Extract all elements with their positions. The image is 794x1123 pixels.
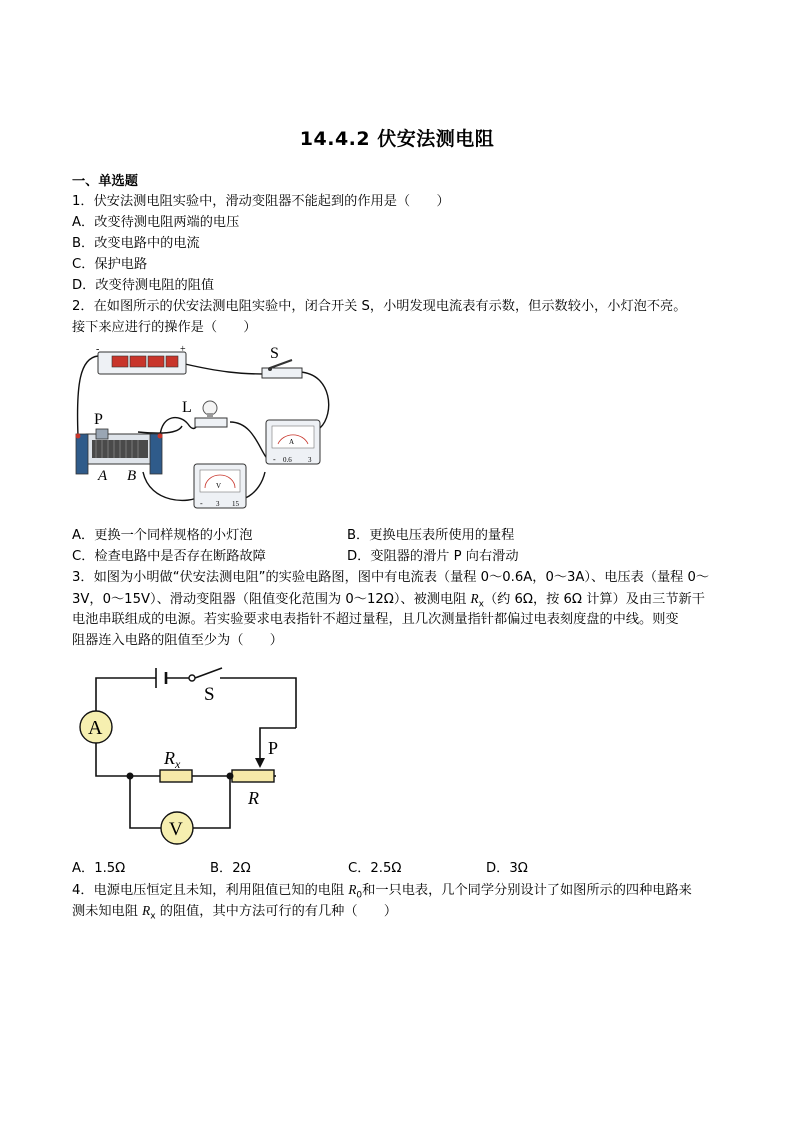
- q3-switch-label: S: [204, 684, 215, 705]
- ammeter-letter: A: [289, 438, 295, 446]
- q3-stem-line3: 电池串联组成的电源。若实验要求电表指针不超过量程，且几次测量指针都偏过电表刻度盘的中线。则变: [72, 612, 679, 627]
- q3-option-d: D．3Ω: [486, 861, 528, 876]
- q3-stem-line2-b: （约 6Ω，按 6Ω 计算）及由三节新干: [483, 592, 705, 607]
- q2-option-a: A．更换一个同样规格的小灯泡: [72, 528, 253, 543]
- voltmeter-tick-15: 15: [232, 500, 239, 508]
- q3-slider-label: P: [268, 738, 279, 758]
- terminal-b-label: B: [127, 468, 137, 484]
- ammeter-tick-minus: -: [273, 455, 276, 464]
- q4-stem-line2-b: 的阻值，其中方法可行的有几种（ ）: [155, 904, 398, 919]
- q3-rx-sub: x: [478, 599, 484, 610]
- q3-rx-symbol: R: [470, 591, 479, 606]
- terminal-a-label: A: [98, 468, 108, 484]
- q3-option-c: C．2.5Ω: [348, 861, 402, 876]
- voltmeter-tick-3: 3: [216, 500, 220, 508]
- q1-stem: 1．伏安法测电阻实验中，滑动变阻器不能起到的作用是（ ）: [72, 194, 450, 209]
- q3-rx-letter-sub: x: [175, 757, 181, 771]
- q3-voltmeter-label: V: [169, 819, 183, 840]
- q2-stem-line2: 接下来应进行的操作是（ ）: [72, 320, 257, 335]
- q1-option-b: B．改变电路中的电流: [72, 236, 200, 251]
- q3-rx-letter: R: [164, 748, 175, 768]
- q3-rx-label: [163, 748, 181, 771]
- section-heading: 一、单选题: [72, 174, 138, 189]
- q2-option-c: C．检查电路中是否存在断路故障: [72, 549, 266, 564]
- q2-option-b: B．更换电压表所使用的量程: [347, 528, 515, 543]
- q1-option-a: A．改变待测电阻两端的电压: [72, 215, 240, 230]
- page-title: 14.4.2 伏安法测电阻: [299, 128, 495, 150]
- slider-label: P: [94, 411, 103, 428]
- q1-option-d: D．改变待测电阻的阻值: [72, 278, 215, 293]
- q4-r0-sub: 0: [356, 890, 363, 901]
- q4-r0-symbol: R: [348, 882, 357, 897]
- q3-stem-line4: 阻器连入电路的阻值至少为（ ）: [72, 633, 283, 648]
- voltmeter-letter: V: [216, 482, 222, 490]
- q4-stem-line1-b: 和一只电表，几个同学分别设计了如图所示的四种电路来: [362, 883, 692, 898]
- ammeter-tick-06: 0.6: [283, 456, 292, 464]
- q3-option-b: B．2Ω: [210, 861, 251, 876]
- voltmeter-tick-minus: -: [200, 499, 203, 508]
- q4-stem-line2-a: 测未知电阻: [72, 904, 143, 919]
- q3-circuit-diagram: [74, 660, 304, 850]
- ammeter-tick-3: 3: [308, 456, 312, 464]
- q4-stem-line2: [72, 901, 397, 927]
- q3-ammeter-label: A: [88, 717, 103, 739]
- q4-rx-symbol: R: [142, 903, 151, 918]
- battery-minus-label: -: [96, 344, 100, 355]
- q3-stem-line2-a: 3V，0～15V）、滑动变阻器（阻值变化范围为 0～12Ω）、被测电阻: [72, 592, 471, 607]
- q3-option-a: A．1.5Ω: [72, 861, 126, 876]
- q4-rx-sub: x: [150, 911, 156, 922]
- q2-circuit-photo: [70, 344, 345, 519]
- q2-stem-line1: 2．在如图所示的伏安法测电阻实验中，闭合开关 S，小明发现电流表有示数，但示数较小，小灯泡不亮。: [72, 299, 687, 314]
- q3-stem-line1: 3．如图为小明做“伏安法测电阻”的实验电路图，图中有电流表（量程 0～0.6A，0～3A）、电压表（量程 0～: [72, 570, 710, 585]
- switch-label: S: [270, 345, 279, 362]
- q3-rheostat-label: R: [248, 788, 259, 808]
- battery-plus-label: +: [180, 344, 186, 355]
- q4-stem-line1-a: 4．电源电压恒定且未知，利用阻值已知的电阻: [72, 883, 349, 898]
- q2-option-d: D．变阻器的滑片 P 向右滑动: [347, 549, 519, 564]
- lamp-label: L: [182, 399, 192, 416]
- q1-option-c: C．保护电路: [72, 257, 148, 272]
